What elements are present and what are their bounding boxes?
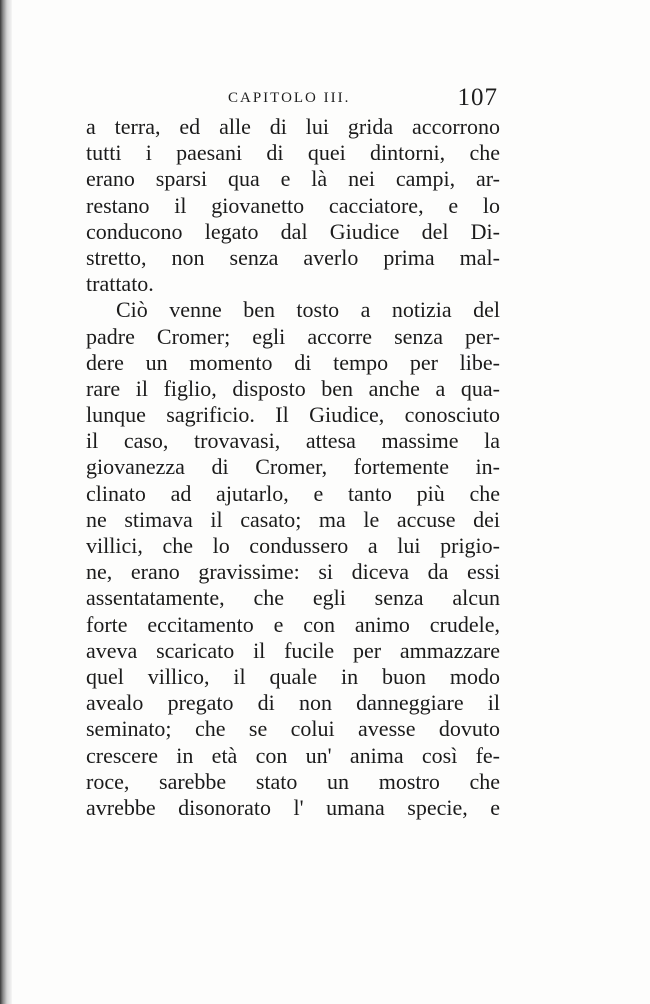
- text-line: ne stimava il casato; ma le accuse dei: [86, 506, 500, 532]
- text-line: erano sparsi qua e là nei campi, ar-: [86, 166, 500, 192]
- text-line: crescere in età con un' anima così fe-: [86, 742, 500, 768]
- paragraph-first-line: Ciò venne ben tosto a notizia del: [116, 297, 500, 323]
- text-line: tutti i paesani di quei dintorni, che: [86, 140, 500, 166]
- text-line: roce, sarebbe stato un mostro che: [86, 768, 500, 794]
- text-line: quel villico, il quale in buon modo: [86, 663, 500, 689]
- text-line: lunque sagrificio. Il Giudice, conosciuto: [86, 402, 500, 428]
- text-line: assentatamente, che egli senza alcun: [86, 585, 500, 611]
- text-line: rare il figlio, disposto ben anche a qua-: [86, 375, 500, 401]
- running-title: CAPITOLO III.: [228, 90, 351, 106]
- text-line: dere un momento di tempo per libe-: [86, 349, 500, 375]
- text-line: stretto, non senza averlo prima mal-: [86, 244, 500, 270]
- text-line: forte eccitamento e con animo crudele,: [86, 611, 500, 637]
- body-text: [86, 114, 500, 821]
- text-line: restano il giovanetto cacciatore, e lo: [86, 192, 500, 218]
- text-line: il caso, trovavasi, attesa massime la: [86, 428, 500, 454]
- page-header: [86, 84, 498, 112]
- text-line: villici, che lo condussero a lui prigio-: [86, 533, 500, 558]
- page-number: 107: [457, 84, 498, 111]
- text-line: ne, erano gravissime: si diceva da essi: [86, 559, 500, 585]
- text-line: a terra, ed alle di lui grida accorrono: [86, 114, 500, 139]
- text-line: trattato.: [86, 271, 154, 297]
- text-line: aveva scaricato il fucile per ammazzare: [86, 637, 500, 663]
- text-line: giovanezza di Cromer, fortemente in-: [86, 454, 500, 480]
- text-line: seminato; che se colui avesse dovuto: [86, 716, 500, 742]
- text-line: avealo pregato di non danneggiare il: [86, 690, 500, 716]
- binding-edge: [0, 0, 12, 1004]
- text-line: avrebbe disonorato l' umana specie, e: [86, 794, 500, 820]
- text-line: padre Cromer; egli accorre senza per-: [86, 323, 500, 349]
- text-line: clinato ad ajutarlo, e tanto più che: [86, 480, 500, 506]
- text-line: conducono legato dal Giudice del Di-: [86, 218, 500, 244]
